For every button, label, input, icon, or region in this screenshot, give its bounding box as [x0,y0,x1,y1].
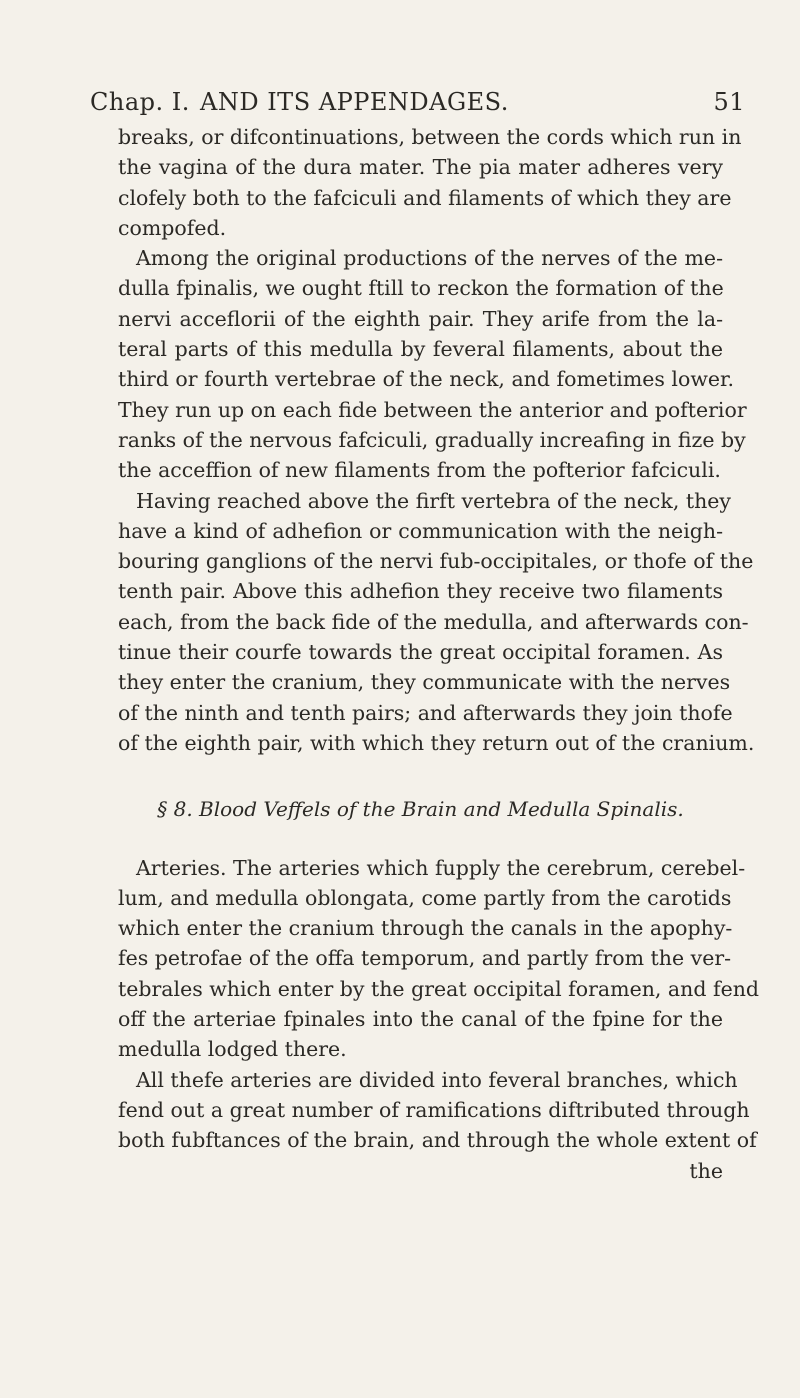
text-line: dulla fpinalis, we ought ftill to reckon the formation of the [118,276,724,301]
section-heading: § 8. Blood Veffels of the Brain and Medulla Spinalis. [157,797,684,822]
paragraph-2 [118,243,747,485]
paragraph-3 [118,486,755,759]
text-line: teral parts of this medulla by feveral filaments, about the [118,337,723,362]
text-line: lum, and medulla oblongata, come partly from the carotids [118,885,732,910]
text-line: They run up on each fide between the anterior and pofterior [118,397,747,422]
text-line: bouring ganglions of the nervi fub-occipitales, or thofe of the [118,549,754,574]
text-line: breaks, or difcontinuations, between the cords which run in [118,125,742,149]
running-title: AND ITS APPENDAGES. [200,88,509,116]
text-line: compofed. [118,215,227,240]
text-line: third or fourth vertebrae of the neck, and fometimes lower. [118,367,735,392]
text-line: of the eighth pair, with which they return out of the cranium. [118,730,755,755]
text-line: nervi acceflorii of the eighth pair. They arife from the la- [118,306,723,331]
text-line: ranks of the nervous fafciculi, gradually increafing in fize by [118,427,746,452]
text-line: Among the original productions of the nerves of the me- [136,246,723,271]
text-line: tinue their courfe towards the great occipital foramen. As [118,640,723,665]
page-body [118,122,760,1186]
text-line: fes petrofae of the offa temporum, and partly from the ver- [118,946,732,971]
catchword: the [689,1158,723,1183]
text-line: the vagina of the dura mater. The pia mater adheres very [118,155,723,180]
text-line: have a kind of adhefion or communication with the neigh- [118,518,723,543]
text-line: All thefe arteries are divided into feveral branches, which [136,1067,738,1092]
text-line: tenth pair. Above this adhefion they receive two filaments [118,579,723,604]
text-line: off the arteriae fpinales into the canal of the fpine for the [118,1007,723,1032]
text-line: which enter the cranium through the canals in the apophy- [118,916,733,941]
paragraph-4 [118,853,760,1065]
text-line: each, from the back fide of the medulla, and afterwards con- [118,609,749,634]
text-line: they enter the cranium, they communicate with the nerves [118,670,731,695]
running-header [90,88,745,116]
text-line: Arteries. The arteries which fupply the cerebrum, cerebel- [136,855,746,880]
chapter-label: Chap. I. [90,88,190,116]
text-line: Having reached above the firft vertebra of the neck, they [136,488,732,513]
paragraph-1 [118,122,742,243]
text-line: medulla lodged there. [118,1037,347,1062]
paragraph-5 [118,1065,757,1156]
text-line: the acceffion of new filaments from the pofterior fafciculi. [118,458,721,483]
text-line: both fubftances of the brain, and through the whole extent of [118,1128,757,1153]
text-line: fend out a great number of ramifications diftributed through [118,1097,750,1122]
page-number: 51 [713,88,745,116]
text-line: clofely both to the fafciculi and filaments of which they are [118,185,732,210]
text-line: tebrales which enter by the great occipital foramen, and fend [118,976,760,1001]
text-line: of the ninth and tenth pairs; and afterwards they join thofe [118,700,733,725]
